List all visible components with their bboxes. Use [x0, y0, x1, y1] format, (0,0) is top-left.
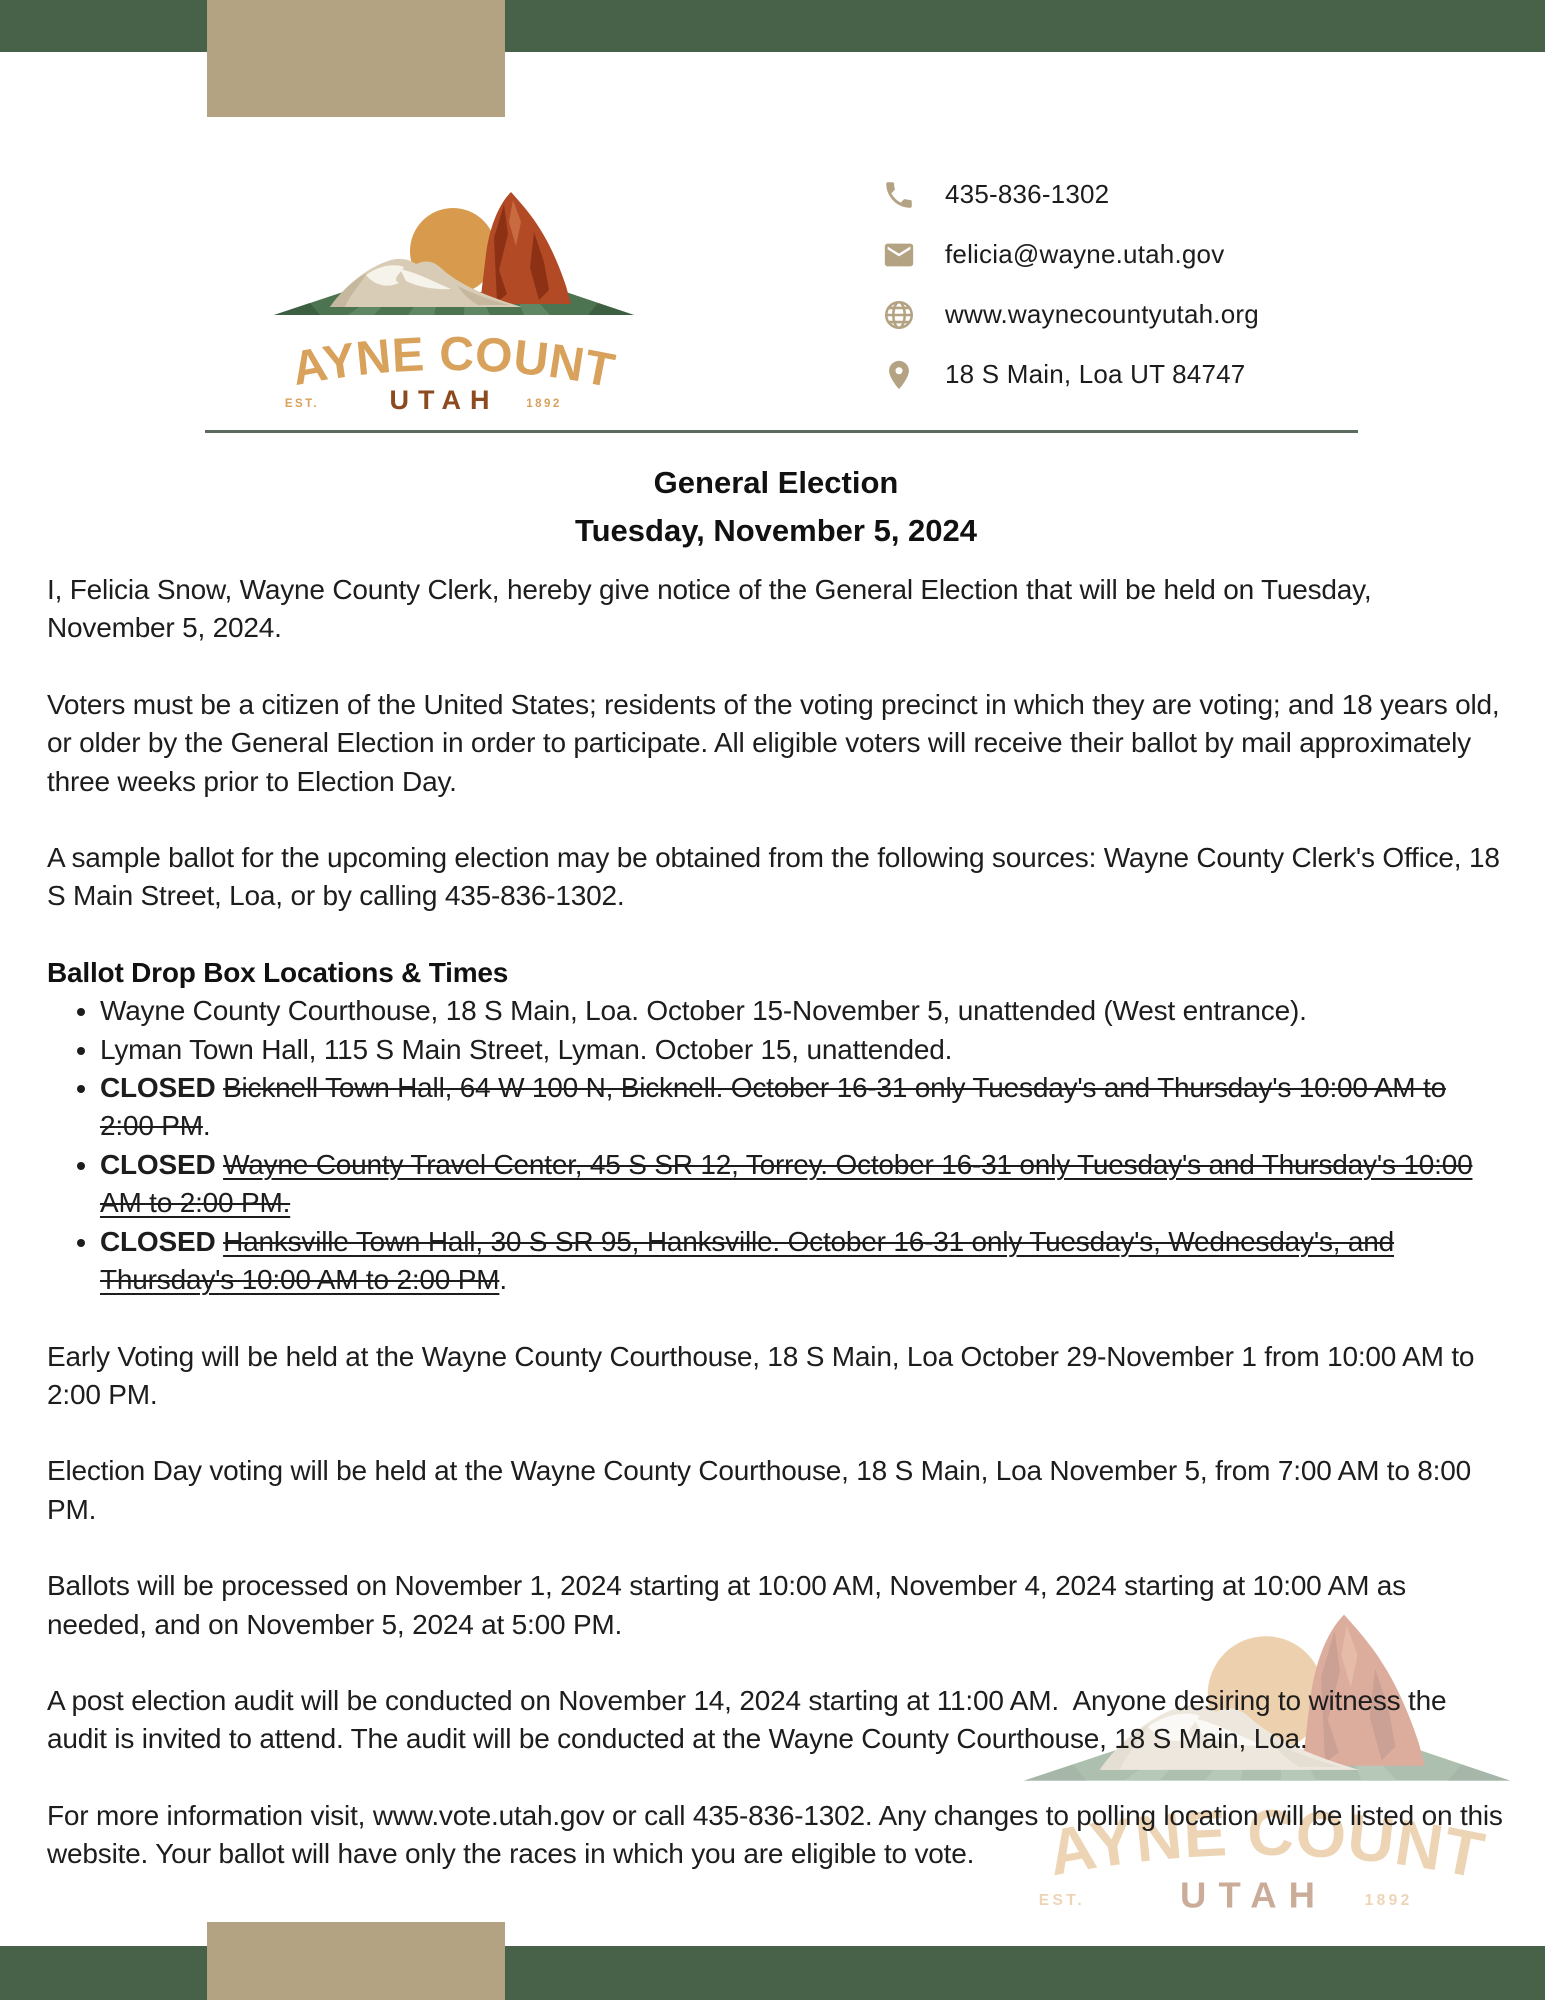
globe-icon [880, 296, 917, 333]
paragraph-eligibility: Voters must be a citizen of the United States; residents of the voting precinct in which they are voting; and 18 years old, or older by the General Election in order to participate. All eligible voters will receive their ballot by mail approximately three weeks prior to Election Day. [47, 688, 1500, 797]
closed-label: CLOSED [100, 1225, 224, 1257]
paragraph-early-voting: Early Voting will be held at the Wayne County Courthouse, 18 S Main, Loa October 29-November 1 from 10:00 AM to 2:00 PM. [47, 1340, 1475, 1410]
notice-body [47, 571, 1505, 1912]
location-text: Lyman Town Hall, 115 S Main Street, Lyman. October 15, unattended. [100, 1033, 953, 1065]
contact-row-email [880, 236, 1259, 273]
list-item [100, 1031, 1505, 1069]
phone-icon [880, 176, 917, 213]
list-item [100, 992, 1505, 1030]
ballot-drop-box-list [47, 992, 1505, 1299]
location-text: Bicknell Town Hall, 64 W 100 N, Bicknell. October 16-31 only Tuesday's and Thursday's 10:00 AM to 2:00 PM [100, 1072, 1446, 1142]
contact-phone: 435-836-1302 [945, 179, 1110, 209]
location-text: Wayne County Travel Center, 45 S SR 12, Torrey. October 16-31 only Tuesday's and Thursday's 10:00 AM to 2:00 PM. [100, 1148, 1473, 1219]
paragraph-election-day: Election Day voting will be held at the Wayne County Courthouse, 18 S Main, Loa November 5, from 7:00 AM to 8:00 PM. [47, 1455, 1472, 1525]
bottom-tan-block [207, 1922, 505, 2000]
paragraph-sample-ballot: A sample ballot for the upcoming election may be obtained from the following sources: Wayne County Clerk's Office, 18 S Main Street, Loa, or by calling 435-836-1302. [47, 842, 1500, 912]
contact-address: 18 S Main, Loa UT 84747 [945, 359, 1246, 389]
email-icon [880, 236, 917, 273]
location-text: Hanksville Town Hall, 30 S SR 95, Hanksville. October 16-31 only Tuesday's, Wednesday's, and Thursday's 10:00 AM to 2:00 PM [100, 1225, 1395, 1296]
page-title [47, 459, 1505, 555]
list-item [100, 1069, 1505, 1146]
paragraph-audit: A post election audit will be conducted on November 14, 2024 starting at 11:00 AM. Anyone desiring to witness the audit is invited to attend. The audit will be conducted at the Wayne County Courthouse, 18 S Main, Loa. [47, 1684, 1447, 1755]
contact-row-phone [880, 176, 1259, 213]
title-line-1: General Election [653, 465, 899, 500]
location-text-suffix: . [499, 1264, 507, 1296]
location-pin-icon [880, 356, 917, 393]
contact-row-website [880, 296, 1259, 333]
paragraph-more-info: For more information visit, www.vote.utah.gov or call 435-836-1302. Any changes to polling location will be listed on this website. Your ballot will have only the races in which you are eligible to vote. [47, 1799, 1503, 1870]
paragraph-intro: I, Felicia Snow, Wayne County Clerk, hereby give notice of the General Election that will be held on Tuesday, November 5, 2024. [47, 574, 1372, 644]
location-text: Wayne County Courthouse, 18 S Main, Loa. October 15-November 5, unattended (West entrance). [100, 995, 1307, 1027]
paragraph-processing: Ballots will be processed on November 1, 2024 starting at 10:00 AM, November 4, 2024 starting at 10:00 AM as needed, and on November 5, 2024 at 5:00 PM. [47, 1570, 1406, 1640]
contact-email: felicia@wayne.utah.gov [945, 239, 1225, 269]
closed-label: CLOSED [100, 1072, 224, 1104]
location-text-suffix: . [202, 1110, 211, 1142]
top-tan-block [207, 0, 505, 117]
list-item [100, 1146, 1505, 1223]
contact-block [880, 176, 1259, 393]
ballot-drop-box-heading: Ballot Drop Box Locations & Times [47, 956, 509, 988]
title-line-2: Tuesday, November 5, 2024 [574, 513, 978, 548]
header-divider [205, 430, 1358, 433]
contact-row-address [880, 356, 1259, 393]
contact-website: www.waynecountyutah.org [945, 299, 1259, 329]
list-item [100, 1223, 1505, 1300]
closed-label: CLOSED [100, 1148, 224, 1180]
wayne-county-logo [248, 176, 648, 436]
